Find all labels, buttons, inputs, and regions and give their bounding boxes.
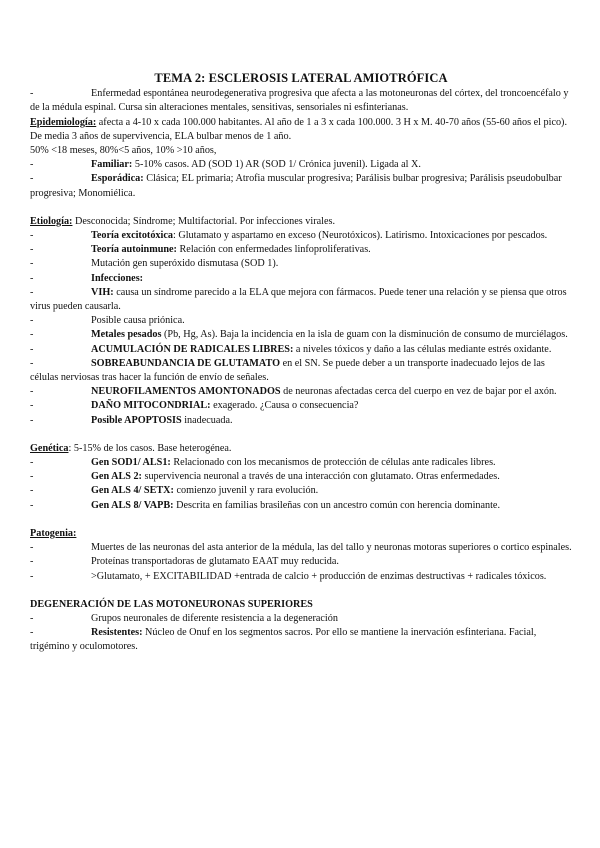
intro-paragraph: [30, 87, 572, 115]
genetics-text: : 5-15% de los casos. Base heterogénea.: [68, 442, 232, 454]
bullet-dash: -: [30, 414, 34, 426]
genetics-item-label: Gen ALS 2:: [91, 471, 142, 483]
spacer: [30, 513, 572, 527]
spacer: [30, 584, 572, 598]
etiology-item: [30, 328, 572, 342]
etiology-item-text: Posible causa priónica.: [91, 315, 185, 327]
etiology-text: Desconocida; Síndrome; Multifactorial. Por infecciones virales.: [72, 215, 335, 227]
genetics-item-label: Gen ALS 4/ SETX:: [91, 485, 174, 497]
familiar-label: Familiar:: [91, 159, 133, 171]
bullet-dash: -: [30, 612, 34, 624]
etiology-label: Etiología:: [30, 215, 73, 227]
bullet-dash: -: [30, 343, 34, 355]
degeneration-item: [30, 626, 572, 654]
genetics-item-text: Relacionado con los mecanismos de protección de células ante radicales libres.: [170, 457, 496, 469]
spacer: [30, 428, 572, 442]
degeneration-item-label: Resistentes:: [91, 627, 143, 639]
epidemiology-stats: 50% <18 meses, 80%<5 años, 10% >10 años,: [30, 145, 217, 157]
bullet-dash: -: [30, 471, 34, 483]
degeneration-item: [30, 612, 572, 626]
etiology-item-text: a niveles tóxicos y daño a las células mediante estrés oxidante.: [293, 343, 552, 355]
etiology-item: [30, 229, 572, 243]
degeneration-item-text: Grupos neuronales de diferente resistencia a la degeneración: [91, 612, 338, 624]
bullet-dash: -: [30, 244, 34, 256]
esporadica-item: [30, 172, 572, 200]
document-title: TEMA 2: ESCLEROSIS LATERAL AMIOTRÓFICA: [154, 71, 448, 85]
etiology-item: [30, 385, 572, 399]
esporadica-label: Esporádica:: [91, 173, 144, 185]
pathogenesis-item-text: Proteínas transportadoras de glutamato EAAT muy reducida.: [91, 556, 339, 568]
etiology-item-label: Infecciones:: [91, 272, 144, 284]
etiology-item-text: Relación con enfermedades linfoproliferativas.: [176, 244, 371, 256]
esporadica-text: Clásica; EL primaria; Atrofia muscular progresiva; Parálisis bulbar progresiva; Parálisis pseudobulbar progresiva; Monomiélica.: [30, 173, 562, 199]
genetics-item: [30, 484, 572, 498]
genetics-item-text: Descrita en familias brasileñas con un ancestro común con herencia dominante.: [173, 499, 501, 511]
etiology-item-text: de neuronas afectadas cerca del cuerpo en vez de bajar por el axón.: [280, 386, 557, 398]
familiar-item: [30, 158, 572, 172]
etiology-item-text: en el SN. Se puede deber a un transporte inadecuado lejos de las células nerviosas tras hacer la función de envío de señales.: [30, 357, 545, 384]
etiology-item-text: inadecuada.: [181, 414, 233, 426]
pathogenesis-item-text: Muertes de las neuronas del asta anterior de la médula, las del tallo y neuronas motoras superiores o cortico espinales.: [91, 542, 572, 554]
epidemiology-label: Epidemiología:: [30, 116, 97, 128]
etiology-item-label: Metales pesados: [91, 329, 162, 341]
pathogenesis-item: [30, 541, 572, 555]
etiology-item-text: (Pb, Hg, As). Baja la incidencia en la isla de guam con la disminución de consumo de murciélagos.: [161, 329, 568, 341]
etiology-item-label: DAÑO MITOCONDRIAL:: [91, 400, 211, 412]
bullet-dash: -: [30, 329, 34, 341]
etiology-item-text: exagerado. ¿Causa o consecuencia?: [210, 400, 359, 412]
pathogenesis-label: Patogenia:: [30, 527, 77, 539]
genetics-item: [30, 470, 572, 484]
bullet-dash: -: [30, 315, 34, 327]
familiar-text: 5-10% casos. AD (SOD 1) AR (SOD 1/ Crónica juvenil). Ligada al X.: [132, 159, 421, 171]
degeneration-item-text: Núcleo de Onuf en los segmentos sacros. Por ello se mantiene la inervación esfinteriana. Facial, trigémino y oculomotores.: [30, 627, 537, 653]
bullet-dash: -: [30, 286, 34, 298]
bullet-dash: -: [30, 272, 34, 284]
genetics-item-label: Gen SOD1/ ALS1:: [91, 457, 171, 469]
etiology-item: [30, 257, 572, 271]
spacer: [30, 201, 572, 215]
etiology-item-label: NEUROFILAMENTOS AMONTONADOS: [91, 386, 281, 398]
bullet-dash: -: [30, 542, 34, 554]
etiology-item-label: ACUMULACIÓN DE RADICALES LIBRES:: [91, 343, 294, 355]
etiology-item: [30, 399, 572, 413]
pathogenesis-item: [30, 570, 572, 584]
document-page: [30, 71, 572, 655]
etiology-item-text: causa un síndrome parecido a la ELA que mejora con fármacos. Puede tener una relación y se piensa que otros virus pueden causarla.: [30, 286, 567, 313]
etiology-item: [30, 343, 572, 357]
etiology-item: [30, 272, 572, 286]
pathogenesis-paragraph: [30, 527, 572, 541]
bullet-dash: -: [30, 386, 34, 398]
etiology-item: [30, 286, 572, 314]
etiology-paragraph: [30, 215, 572, 229]
etiology-item: [30, 357, 572, 385]
degeneration-heading: DEGENERACIÓN DE LAS MOTONEURONAS SUPERIORES: [30, 598, 313, 610]
bullet-dash: -: [30, 159, 34, 171]
bullet-dash: -: [30, 400, 34, 412]
etiology-item: [30, 243, 572, 257]
bullet-dash: -: [30, 556, 34, 568]
genetics-item-text: supervivencia neuronal a través de una interacción con glutamato. Otras enfermedades.: [141, 471, 500, 483]
bullet-dash: -: [30, 173, 34, 185]
etiology-item-label: VIH:: [91, 286, 114, 298]
bullet-dash: -: [30, 258, 34, 270]
bullet-dash: -: [30, 88, 34, 100]
bullet-dash: -: [30, 485, 34, 497]
etiology-item: [30, 414, 572, 428]
intro-text: Enfermedad espontánea neurodegenerativa progresiva que afecta a las motoneuronas del córtex, del troncoencéfalo y de la médula espinal. Cursa sin alteraciones mentales, sensitivas, sensoriales ni esfinterianas.: [30, 88, 569, 114]
etiology-item-label: Teoría autoinmune:: [91, 244, 177, 256]
bullet-dash: -: [30, 457, 34, 469]
genetics-paragraph: [30, 442, 572, 456]
etiology-item-label: SOBREABUNDANCIA DE GLUTAMATO: [91, 357, 281, 369]
bullet-dash: -: [30, 627, 34, 639]
etiology-item-label: Posible APOPTOSIS: [91, 414, 182, 426]
genetics-item-text: comienzo juvenil y rara evolución.: [173, 485, 319, 497]
pathogenesis-item: [30, 555, 572, 569]
bullet-dash: -: [30, 570, 34, 582]
epidemiology-paragraph: [30, 116, 572, 144]
genetics-item: [30, 499, 572, 513]
etiology-item: [30, 314, 572, 328]
etiology-item-text: : Glutamato y aspartamo en exceso (Neurotóxicos). Latirismo. Intoxicaciones por pescados.: [172, 230, 548, 242]
pathogenesis-item-text: >Glutamato, + EXCITABILIDAD +entrada de calcio + producción de enzimas destructivas + radicales tóxicos.: [91, 570, 547, 582]
bullet-dash: -: [30, 499, 34, 511]
genetics-item: [30, 456, 572, 470]
bullet-dash: -: [30, 357, 34, 369]
bullet-dash: -: [30, 230, 34, 242]
genetics-item-label: Gen ALS 8/ VAPB:: [91, 499, 174, 511]
etiology-item-text: Mutación gen superóxido dismutasa (SOD 1).: [91, 258, 279, 270]
epidemiology-text: afecta a 4-10 x cada 100.000 habitantes. Al año de 1 a 3 x cada 100.000. 3 H x M. 40-70 años (55-60 años el pico). De media 3 años de supervivencia, ELA bulbar menos de 1 año.: [30, 116, 567, 142]
genetics-label: Genética: [30, 442, 69, 454]
etiology-item-label: Teoría excitotóxica: [91, 230, 173, 242]
